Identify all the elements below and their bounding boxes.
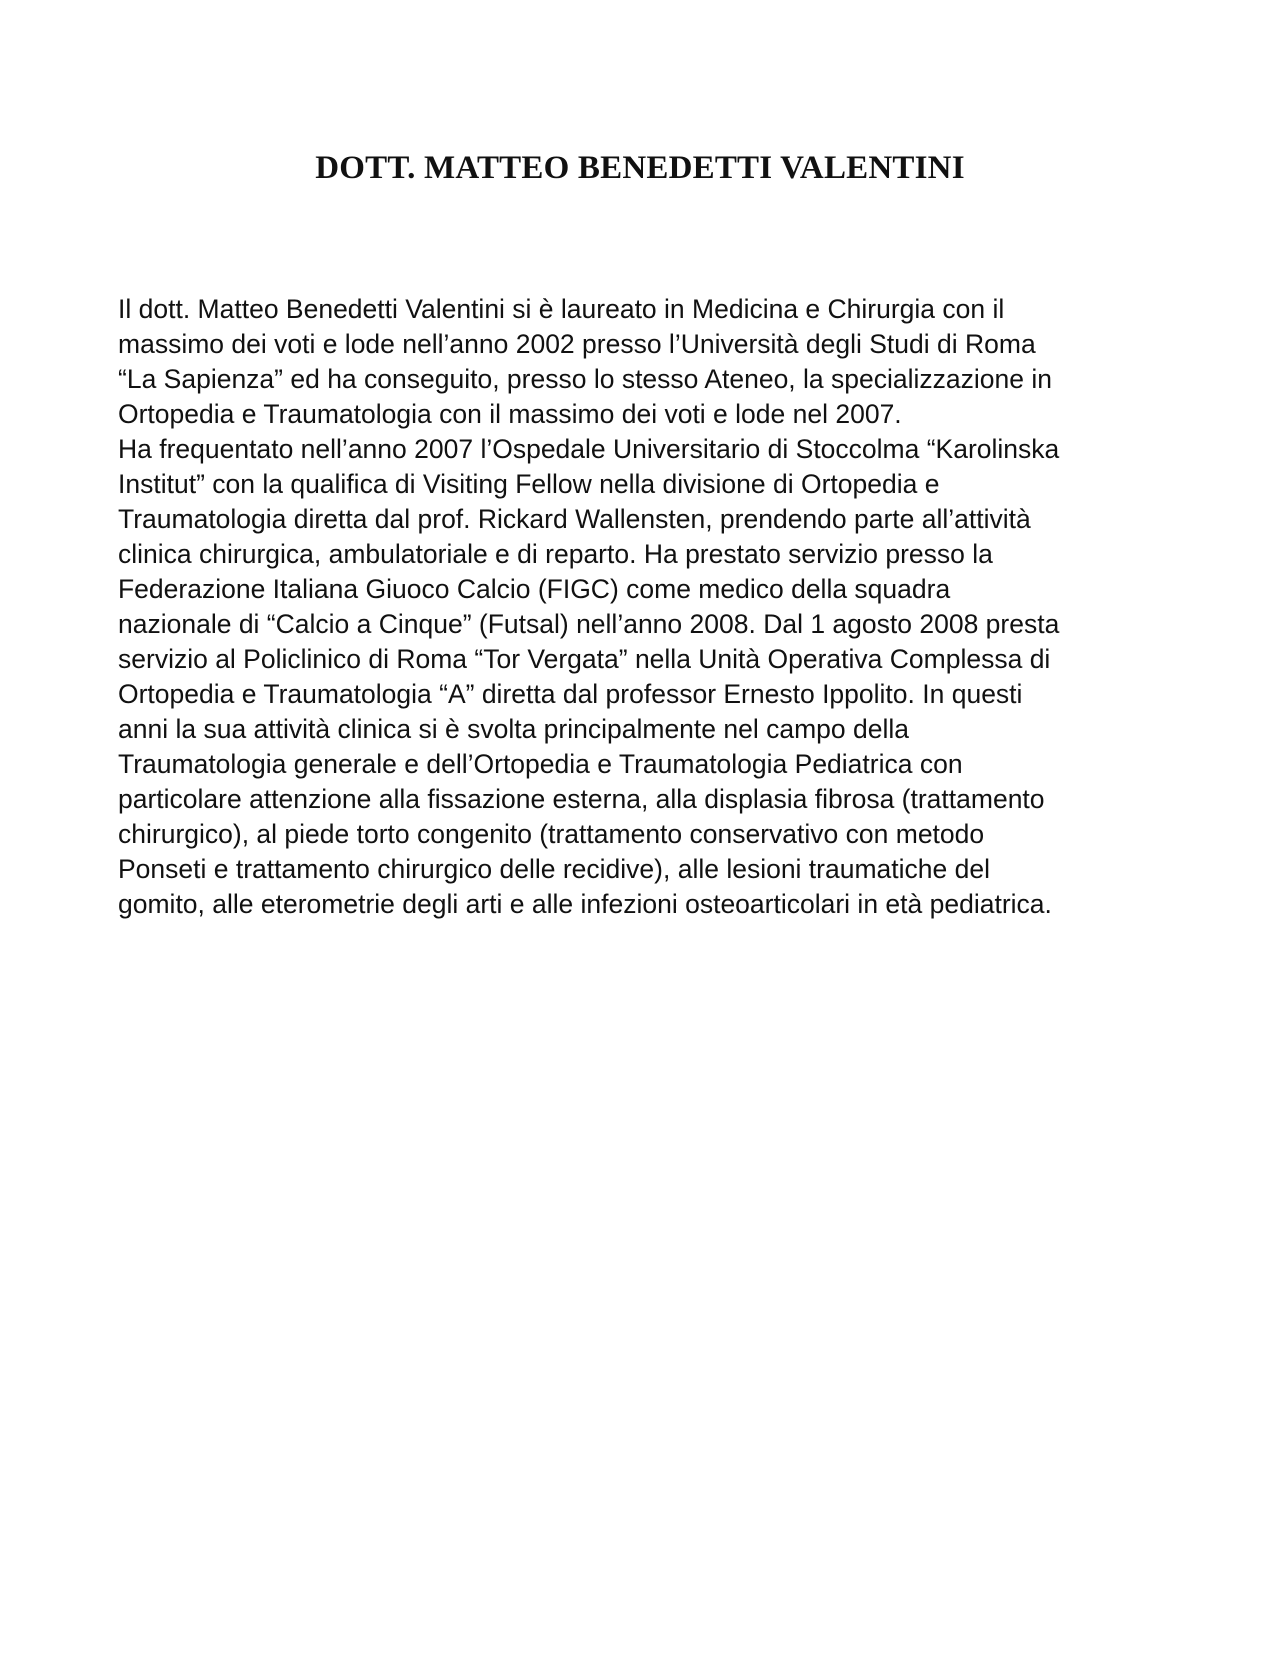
biography-text — [118, 292, 1218, 922]
biography-line: Ha frequentato nell’anno 2007 l’Ospedale Universitario di Stoccolma “Karolinska — [118, 434, 1060, 464]
biography-line: Traumatologia generale e dell’Ortopedia e Traumatologia Pediatrica con — [118, 749, 963, 779]
biography-line: nazionale di “Calcio a Cinque” (Futsal) nell’anno 2008. Dal 1 agosto 2008 presta — [118, 609, 1060, 639]
biography-line: anni la sua attività clinica si è svolta principalmente nel campo della — [118, 714, 910, 744]
biography-line: gomito, alle eterometrie degli arti e alle infezioni osteoarticolari in età pediatrica. — [118, 889, 1052, 919]
biography-line: servizio al Policlinico di Roma “Tor Vergata” nella Unità Operativa Complessa di — [118, 644, 1051, 674]
biography-line: Ponseti e trattamento chirurgico delle recidive), alle lesioni traumatiche del — [118, 854, 990, 884]
biography-line: clinica chirurgica, ambulatoriale e di reparto. Ha prestato servizio presso la — [118, 539, 993, 569]
biography-line: Ortopedia e Traumatologia con il massimo dei voti e lode nel 2007. — [118, 399, 902, 429]
biography-line: chirurgico), al piede torto congenito (trattamento conservativo con metodo — [118, 819, 985, 849]
biography-line: Traumatologia diretta dal prof. Rickard Wallensten, prendendo parte all’attività — [118, 504, 1031, 534]
biography-line: “La Sapienza” ed ha conseguito, presso lo stesso Ateneo, la specializzazione in — [118, 364, 1052, 394]
biography-line: Ortopedia e Traumatologia “A” diretta dal professor Ernesto Ippolito. In questi — [118, 679, 1023, 709]
biography-line: particolare attenzione alla fissazione esterna, alla displasia fibrosa (trattamento — [118, 784, 1045, 814]
biography-line: Il dott. Matteo Benedetti Valentini si è laureato in Medicina e Chirurgia con il — [118, 294, 1005, 324]
biography-line: Federazione Italiana Giuoco Calcio (FIGC) come medico della squadra — [118, 574, 951, 604]
biography-line: massimo dei voti e lode nell’anno 2002 presso l’Università degli Studi di Roma — [118, 329, 1036, 359]
document-title: DOTT. MATTEO BENEDETTI VALENTINI — [315, 150, 965, 186]
biography-line: Institut” con la qualifica di Visiting Fellow nella divisione di Ortopedia e — [118, 469, 940, 499]
